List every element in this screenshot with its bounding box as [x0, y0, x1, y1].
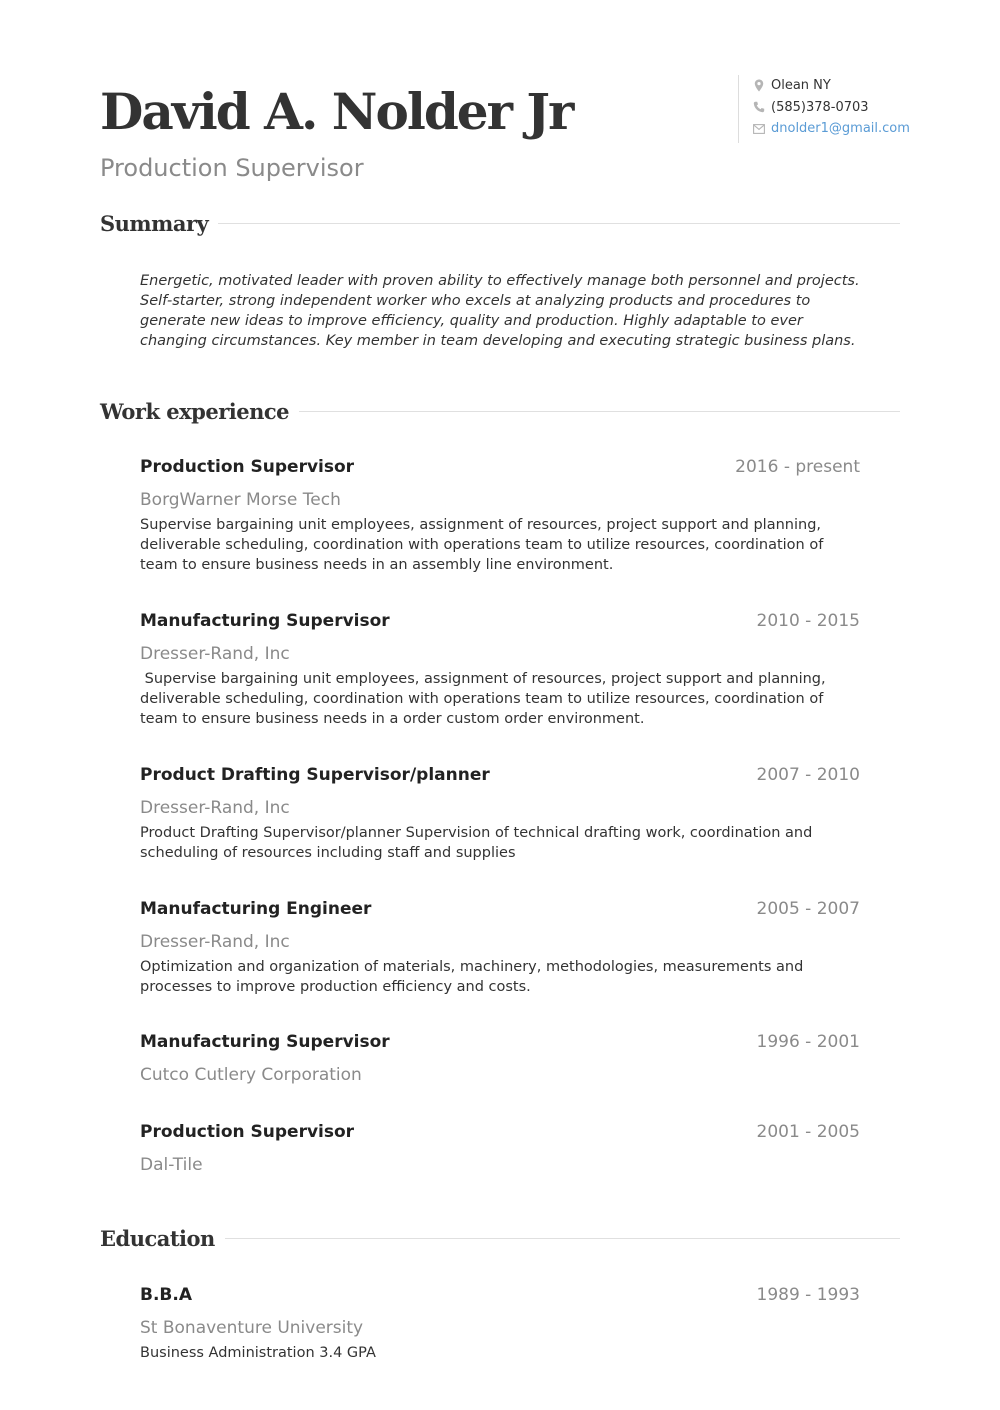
job-description: Supervise bargaining unit employees, assignment of resources, project support and planning, deliverable scheduling, coordination with operations team to utilize resources, coordination of team to ensure business needs in a order custom order environment.	[140, 671, 831, 727]
job-role: Production Supervisor	[140, 457, 355, 477]
job-role: Product Drafting Supervisor/planner	[140, 765, 490, 785]
work-heading: Work experience	[100, 398, 290, 424]
job-company: Dal-Tile	[140, 1155, 203, 1175]
job-company: Dresser-Rand, Inc	[140, 932, 290, 952]
section-divider	[299, 411, 900, 412]
phone-icon	[753, 100, 765, 114]
summary-section-header	[100, 208, 900, 238]
section-divider	[225, 1238, 900, 1239]
contact-phone	[753, 97, 923, 119]
work-entry	[140, 611, 860, 729]
summary-heading: Summary	[100, 210, 209, 236]
job-dates: 2007 - 2010	[756, 765, 860, 785]
job-dates: 2005 - 2007	[756, 899, 860, 919]
candidate-name: David A. Nolder Jr	[100, 82, 573, 141]
work-entry	[140, 1122, 860, 1180]
work-entry	[140, 765, 860, 863]
job-description: Supervise bargaining unit employees, assignment of resources, project support and planning, deliverable scheduling, coordination with operations team to utilize resources, coordination of team to ensure business needs in an assembly line environment.	[140, 517, 824, 573]
contact-email[interactable]	[753, 118, 923, 140]
work-entry	[140, 457, 860, 575]
job-dates: 1996 - 2001	[756, 1032, 860, 1052]
candidate-title: Production Supervisor	[100, 154, 364, 182]
contact-block	[738, 75, 923, 143]
job-role: Production Supervisor	[140, 1122, 355, 1142]
work-entry	[140, 1032, 860, 1090]
job-role: Manufacturing Supervisor	[140, 611, 390, 631]
job-company: Cutco Cutlery Corporation	[140, 1065, 362, 1085]
envelope-icon	[753, 122, 765, 136]
job-dates: 2010 - 2015	[756, 611, 860, 631]
education-dates: 1989 - 1993	[756, 1285, 860, 1305]
job-company: BorgWarner Morse Tech	[140, 490, 341, 510]
job-dates: 2001 - 2005	[756, 1122, 860, 1142]
education-section-header	[100, 1223, 900, 1253]
map-pin-icon	[753, 79, 765, 93]
education-description: Business Administration 3.4 GPA	[140, 1345, 376, 1361]
job-role: Manufacturing Engineer	[140, 899, 372, 919]
job-role: Manufacturing Supervisor	[140, 1032, 390, 1052]
job-company: Dresser-Rand, Inc	[140, 644, 290, 664]
degree: B.B.A	[140, 1285, 192, 1305]
location-text: Olean NY	[771, 78, 831, 94]
school-name: St Bonaventure University	[140, 1318, 364, 1338]
job-description: Optimization and organization of materials, machinery, methodologies, measurements and processes to improve production efficiency and costs.	[140, 959, 804, 995]
email-link[interactable]: dnolder1@gmail.com	[771, 121, 910, 137]
job-description: Product Drafting Supervisor/planner Supervision of technical drafting work, coordination and scheduling of resources including staff and supplies	[140, 825, 813, 861]
job-company: Dresser-Rand, Inc	[140, 798, 290, 818]
summary-text: Energetic, motivated leader with proven ability to effectively manage both personnel and projects. Self-starter, strong independent worker who excels at analyzing products and procedures to generate new ideas to improve efficiency, quality and production. Highly adaptable to ever changing circumstances. Key member in team developing and executing strategic business plans.	[140, 273, 860, 349]
section-divider	[218, 223, 900, 224]
work-entry	[140, 899, 860, 997]
phone-text: (585)378-0703	[771, 99, 869, 115]
education-heading: Education	[100, 1225, 215, 1251]
job-dates: 2016 - present	[735, 457, 860, 477]
contact-location	[753, 75, 923, 97]
work-section-header	[100, 396, 900, 426]
education-entry	[140, 1285, 860, 1363]
